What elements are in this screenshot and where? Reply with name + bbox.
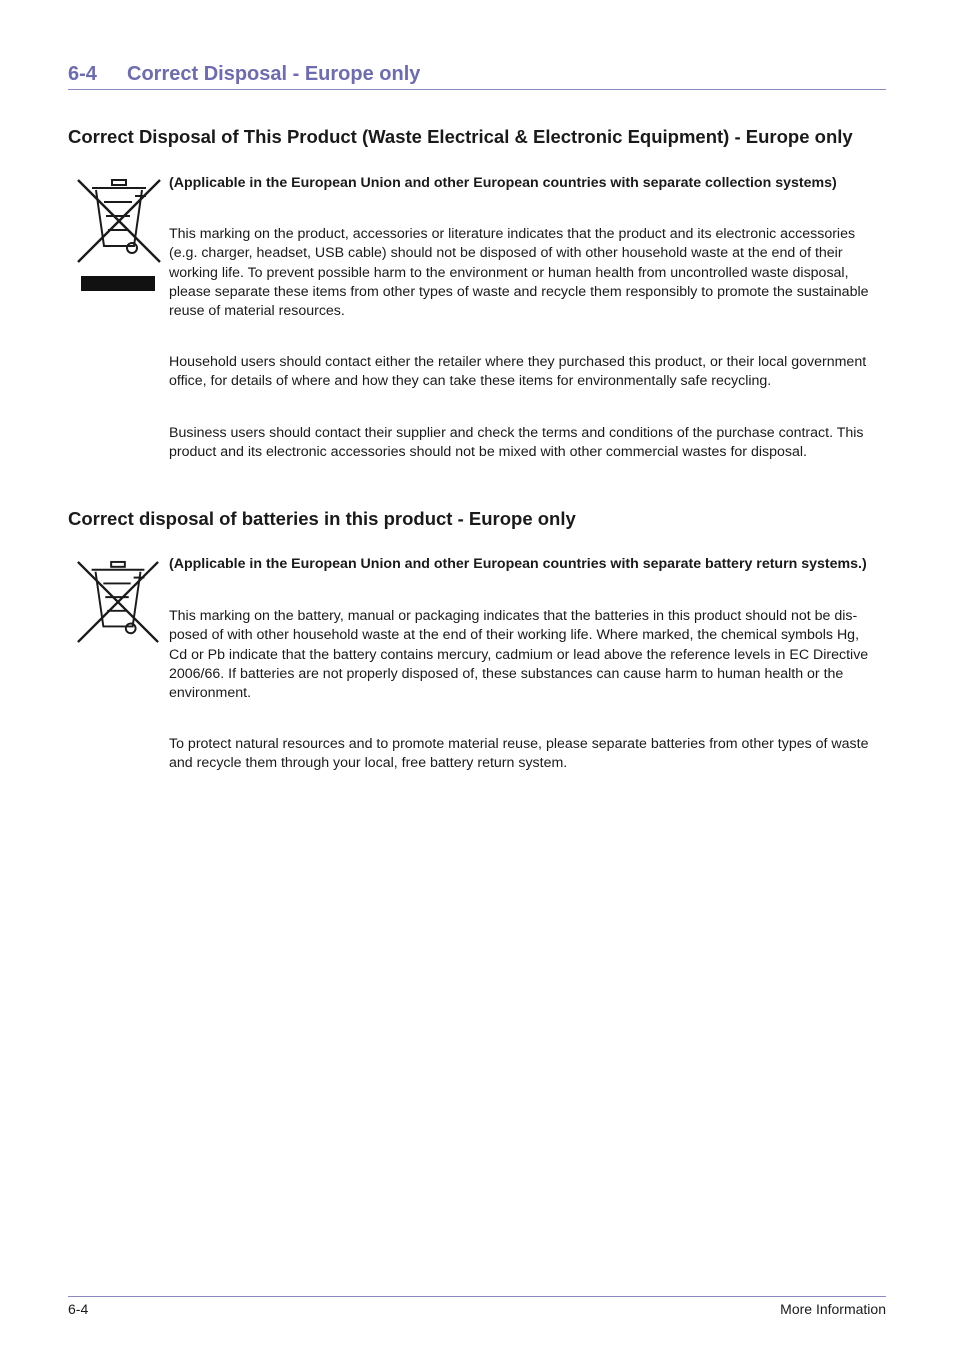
section-batteries-title: Correct disposal of batteries in this product - Europe only [68,508,576,529]
battery-protect-paragraph: To protect natural resources and to promote material reuse, please separate batteries from other types of waste and recycle them through your local, free battery return system. [169,736,869,772]
footer-page-number: 6-4 [68,1301,89,1317]
section-weee-title: Correct Disposal of This Product (Waste Electrical & Electronic Equipment) - Europe only [68,126,853,147]
chapter-number: 6-4 [68,63,97,85]
footer-divider [68,1296,886,1297]
crossed-out-wheelie-bin-icon [75,558,161,646]
battery-applicability-note: (Applicable in the European Union and other European countries with separate battery return systems.) [169,556,867,572]
footer-section-name: More Information [780,1301,886,1317]
chapter-header [68,60,886,90]
weee-applicability-note: (Applicable in the European Union and other European countries with separate collection systems) [169,175,837,191]
weee-marking-paragraph: This marking on the product, accessories or literature indicates that the product and its electronic accessories (e.g. charger, headset, USB cable) should not be disposed of with other household waste at the end of their working life. To prevent possible harm to the environment or human health from uncontrolled waste disposal, please separate these items from other types of waste and recycle them responsibly to promote the sustainable reuse of material resources. [169,226,869,320]
weee-business-paragraph: Business users should contact their supplier and check the terms and conditions of the purchase contract. This product and its electronic accessories should not be mixed with other commercial wastes for disposal. [169,425,864,461]
battery-marking-paragraph: This marking on the battery, manual or packaging indicates that the batteries in this product should not be dis-posed of with other household waste at the end of their working life. Where marked, the chemical symbols Hg, Cd or Pb indicate that the battery contains mercury, cadmium or lead above the reference levels in EC Directive 2006/66. If batteries are not properly disposed of, these substances can cause harm to human health or the environment. [169,608,869,702]
weee-household-paragraph: Household users should contact either the retailer where they purchased this product, or their local government office, for details of where and how they can take these items for environmentally safe recycling. [169,354,867,390]
crossed-out-wheelie-bin-icon [75,176,163,294]
chapter-title: Correct Disposal - Europe only [127,63,421,85]
